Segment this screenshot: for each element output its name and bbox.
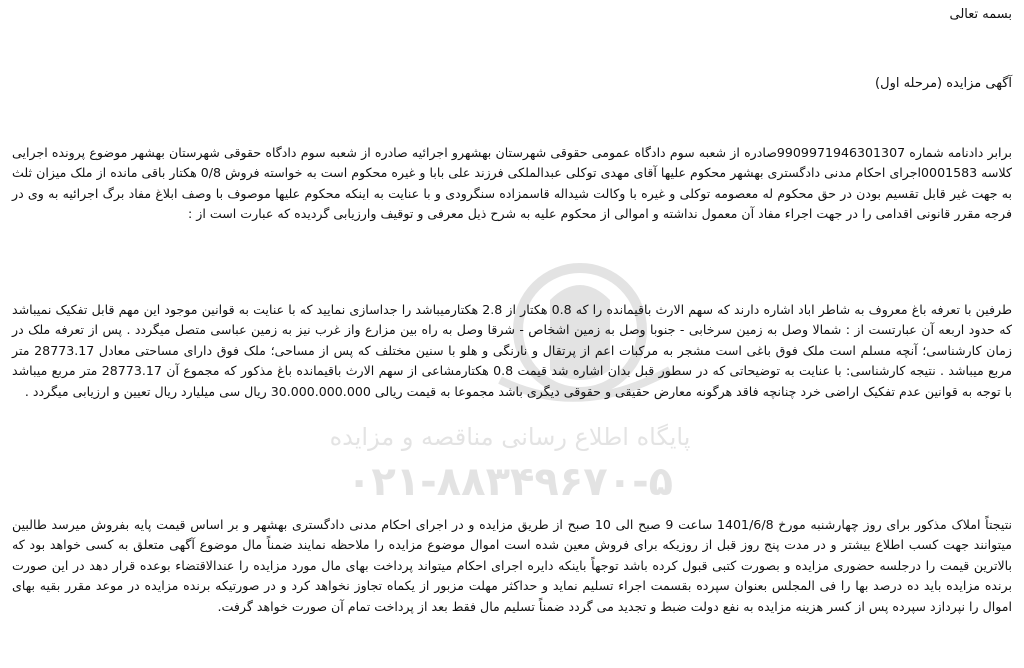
watermark-text: پایگاه اطلاع رسانی مناقصه و مزایده	[329, 423, 691, 451]
paragraph-property-description: طرفین با تعرفه باغ معروف به شاطر اباد اشاره دارند که سهم الارث باقیمانده را که 0.8 هکتار از 2.8 هکتارمیباشد را جداسازی نمایید که با عنایت به قوانین موجود این مهم قابل تفکیک نمیباشد که حدود اربعه آن عبارتست از : شمالا وصل به زمین سرخابی - جنوبا وصل به زمین اشخاص - شرقا وصل به راه بین مزارع واز غرب نیز به زمین عباسی متصل میگردد . پس از تعرفه ملک در زمان کارشناسی؛ آنچه مسلم است ملک فوق باغی است مشجر به مرکبات اعم از پرتقال و نارنگی و هلو با سنین مختلف که پس از مساحی؛ ملک فوق دارای مساحتی معادل 28773.17 متر مربع میباشد . نتیجه کارشناسی: با عنایت به توضیحاتی که در سطور قبل بدان اشاره شد قیمت 0.8 هکتارمشاعی از سهم الارث باقیمانده باغ مذکور که مجموع آن 28773.17 متر مربع میباشد با توجه به قوانین عدم تفکیک اراضی خرد چنانچه فاقد هرگونه معارض حقیقی و حقوقی دیگری باشد مجموعا به قیمت ریالی 30.000.000.000 ریال سی میلیارد ریال تعیین و ارزیابی میگردد .	[12, 302, 1013, 399]
basmala-heading: بسمه تعالی	[949, 7, 1012, 22]
auction-title: آگهی مزایده (مرحله اول)	[875, 76, 1012, 91]
watermark-phone: ۰۲۱-۸۸۳۴۹۶۷۰-۵	[346, 459, 674, 505]
paragraph-auction-terms: نتیجتاً املاک مذکور برای روز چهارشنبه مورخ 1401/6/8 ساعت 9 صبح الی 10 صبح از طریق مزایده و در اجرای احکام مدنی دادگستری بهشهر و بر اساس قیمت پایه بفروش میرسد طالبین میتوانند جهت کسب اطلاع بیشتر و در مدت پنج روز قبل از روزیکه برای فروش معین شده است اموال موضوع مزایده را ملاحظه نمایند ضمناً مال موضوع آگهی متعلق به کسی خواهد بود که بالاترین قیمت را درجلسه حضوری مزایده و بصورت کتبی قبول کرده باشد توجهاً باینکه دایره اجرای احکام میتواند پرداخت بهای مال مورد مزایده را عندالاقتضاء بوعده قرار دهد در این صورت برنده مزایده باید ده درصد بها را فی المجلس بعنوان سپرده بقسمت اجراء تسلیم نماید و حداکثر مهلت مزبور از یکماه تجاوز نخواهد کرد و در صورتیکه برنده مزایده در موعد مقرر بقیه بهای اموال را نپردازد سپرده پس از کسر هزینه مزایده به نفع دولت ضبط و تجدید می گردد ضمناً تسلیم مال فقط بعد از پرداخت تمام آن صورت خواهد گرفت.	[12, 517, 1013, 614]
paragraph-verdict: برابر دادنامه شماره 9909971946301307صادره از شعبه سوم دادگاه عمومی حقوقی شهرستان بهشهرو اجرائیه صادره از شعبه سوم دادگاه حقوقی شهرستان بهشهر موضوع پرونده اجرایی کلاسه 0001583اجرای احکام مدنی دادگستری بهشهر محکوم علیها آقای مهدی توکلی عبدالملکی فرزند علی بابا و غیره محکوم است به خواسته فروش 0/8 هکتار باقی مانده از ملک میزان ثلث به جهت غیر قابل تقسیم بودن در حق محکوم له معصومه توکلی و غیره با وکالت شیداله قاسمزاده سنگرودی و با عنایت به اینکه محکوم علیها موصوف با وصف ابلاغ مفاد برگ اجرائیه به وی در فرجه مقرر قانونی اقدامی را در جهت اجراء مفاد آن معمول نداشته و اموالی از محکوم علیه به شرح ذیل معرفی و توقیف وارزیابی گردیده که عبارت است از :	[12, 145, 1012, 222]
